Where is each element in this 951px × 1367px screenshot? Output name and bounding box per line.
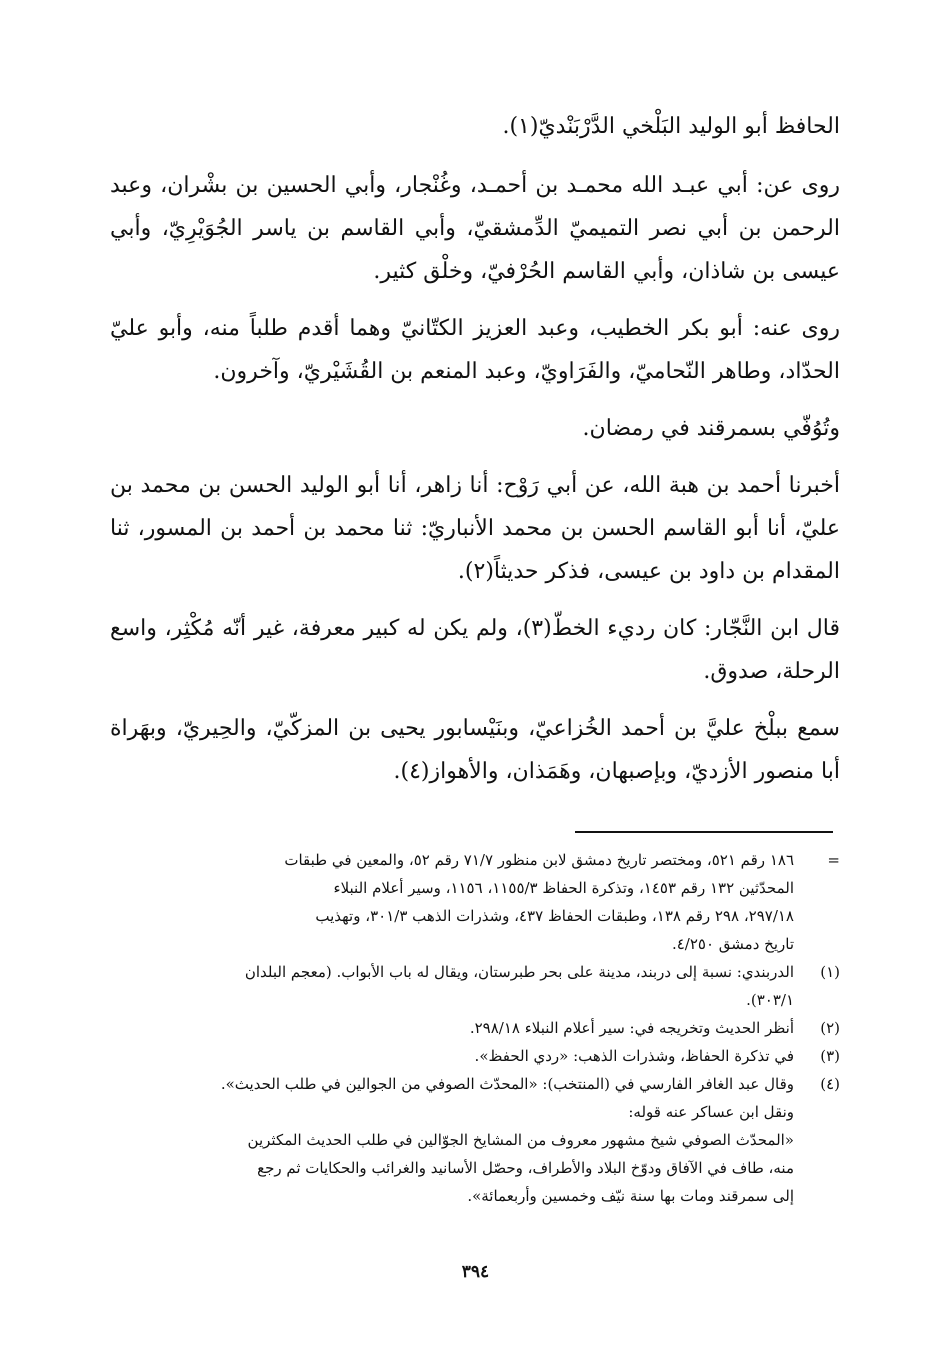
footnotes xyxy=(110,846,840,1210)
footnote-line: «المحدّث الصوفي شيخ مشهور معروف من المشايخ الجوّالين في طلب الحديث المكثرين xyxy=(247,1131,794,1149)
footnote-line: أنظر الحديث وتخريجه في: سير أعلام النبلاء ٢٩٨/١٨. xyxy=(469,1019,794,1037)
footnote-number: (٣) xyxy=(820,1047,840,1065)
footnote-text xyxy=(110,1014,794,1042)
footnote-line: الدربندي: نسبة إلى دربند، مدينة على بحر طبرستان، ويقال له باب الأبواب. (معجم البلدان xyxy=(244,963,794,981)
page-body xyxy=(110,105,840,807)
footnote-text xyxy=(110,1070,794,1210)
paragraph-chain: أخبرنا أحمد بن هبة الله، عن أبي رَوْح: أنا زاهر، أنا أبو الوليد الحسن بن محمد بن عليّ، أنا أبو القاسم الحسن بن محمد الأنباريّ: ثنا محمد بن أحمد بن المسور، ثنا المقدام بن داود بن عيسى، فذكر حديثاً(٢). xyxy=(110,473,840,584)
footnote-divider xyxy=(575,831,833,833)
paragraph-title: الحافظ أبو الوليد البَلْخي الدَّرْبَنْديّ(١). xyxy=(502,114,840,139)
footnote-line: تاريخ دمشق ٤/٢٥٠. xyxy=(671,935,794,953)
footnote-continued xyxy=(110,846,840,958)
main-text xyxy=(110,105,840,793)
paragraph-narrated-by: روى عنه: أبو بكر الخطيب، وعبد العزيز الكتّانيّ وهما أقدم طلباً منه، وأبو عليّ الحدّاد، وطاهر النّحاميّ، والفَرَاويّ، وعبد المنعم بن القُشَيْريّ، وآخرون. xyxy=(110,316,841,384)
paragraph-heard: سمع ببلْخ عليَّ بن أحمد الخُزاعيّ، وبنَيْسابور يحيى بن المزكّيّ، والحِيريّ، وبهَراة أبا منصور الأزديّ، وبإصبهان، وهَمَذان، والأهواز(٤). xyxy=(110,716,840,784)
footnote-3 xyxy=(110,1042,840,1070)
footnote-number: (١) xyxy=(820,963,840,981)
footnote-line: ٣٠٣/١). xyxy=(746,991,794,1009)
footnote-line: ٢٩٧/١٨، ٢٩٨ رقم ١٣٨، وطبقات الحفاظ ٤٣٧، وشذرات الذهب ٣٠١/٣، وتهذيب xyxy=(315,907,794,925)
paragraph-death: وتُوُفّي بسمرقند في رمضان. xyxy=(582,416,840,441)
footnote-4 xyxy=(110,1070,840,1210)
footnote-1 xyxy=(110,958,840,1014)
footnote-line: ١٨٦ رقم ٥٢١، ومختصر تاريخ دمشق لابن منظور ٧١/٧ رقم ٥٢، والمعين في طبقات xyxy=(284,851,794,869)
footnote-text xyxy=(110,958,794,1014)
paragraph-narrated-from: روى عن: أبي عبـد الله محمـد بن أحمـد، وغُنْجار، وأبي الحسين بن بشْران، وعبد الرحمن بن أبي نصر التميميّ الدِّمشقيّ، وأبي القاسم بن ياسر الجُوَيْرِيّ، وأبي عيسى بن شاذان، وأبي القاسم الحُرْفيّ، وخلْق كثير. xyxy=(110,173,841,284)
footnote-line: ونقل ابن عساكر عنه قوله: xyxy=(628,1103,794,1121)
footnote-line: منه، طاف في الآفاق ودوّخ البلاد والأطراف، وحصّل الأسانيد والغرائب والحكايات ثم رجع xyxy=(257,1159,794,1177)
footnote-number: (٤) xyxy=(820,1075,840,1093)
footnote-line: المحدّثين ١٣٢ رقم ١٤٥٣، وتذكرة الحفاظ ١١٥٥/٣، ١١٥٦، وسير أعلام النبلاء xyxy=(333,879,794,897)
page-number: ٣٩٤ xyxy=(461,1262,490,1282)
footnote-number: = xyxy=(827,851,840,869)
footnote-2 xyxy=(110,1014,840,1042)
footnote-text xyxy=(110,846,794,958)
footnote-line: إلى سمرقند ومات بها سنة نيّف وخمسين وأربعمائة». xyxy=(467,1187,794,1205)
footnote-text xyxy=(110,1042,794,1070)
footnote-line: وقال عبد الغافر الفارسي في (المنتخب): «المحدّث الصوفي من الجوالين في طلب الحديث». xyxy=(220,1075,794,1093)
paragraph-ibn-najjar: قال ابن النَّجّار: كان رديء الخطّ(٣)، ولم يكن له كبير معرفة، غير أنّه مُكْثِر، واسع الرحلة، صدوق. xyxy=(110,616,840,684)
footnote-line: في تذكرة الحفاظ، وشذرات الذهب: «ردي الحفظ». xyxy=(474,1047,794,1065)
footnote-number: (٢) xyxy=(820,1019,840,1037)
